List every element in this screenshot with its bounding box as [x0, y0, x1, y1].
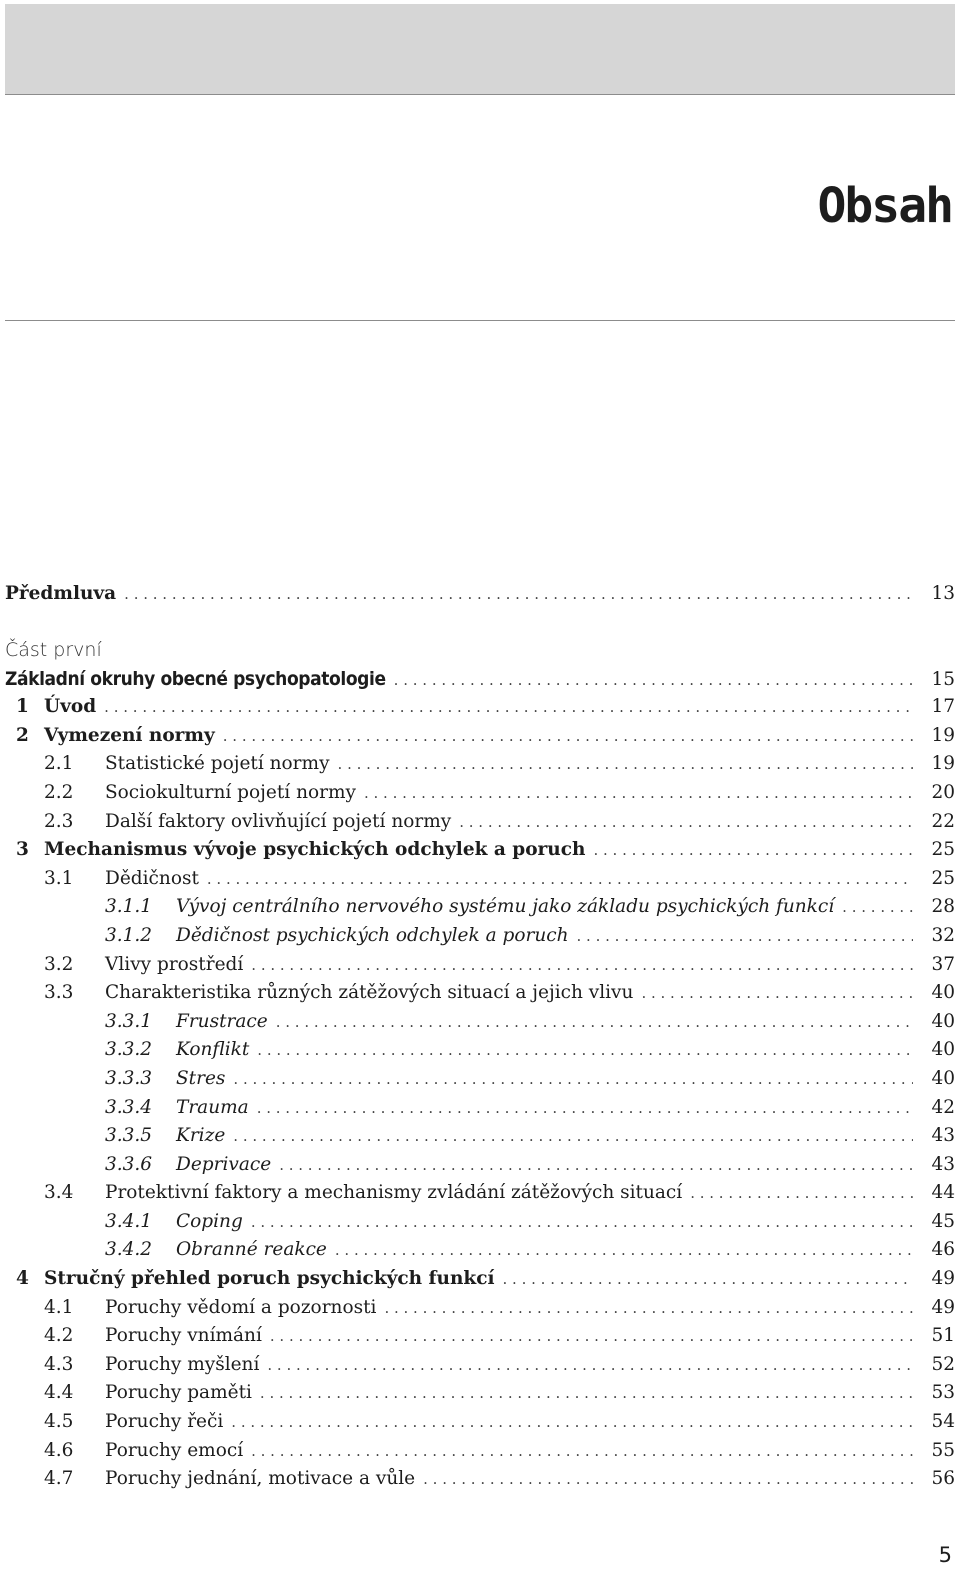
toc-entry-part-title[interactable]	[5, 665, 955, 694]
toc-entry[interactable]	[5, 1294, 955, 1323]
toc-entry-number: 3.3.4	[105, 1096, 153, 1118]
dot-leader	[223, 722, 913, 751]
toc-page-number: 51	[931, 1325, 955, 1347]
toc-entry-label: Charakteristika různých zátěžových situací a jejich vlivu	[105, 982, 634, 1004]
toc-entry-number: 3.3.5	[105, 1125, 153, 1147]
toc-entry[interactable]	[5, 1122, 955, 1151]
toc-entry-label: Sociokulturní pojetí normy	[105, 781, 356, 803]
toc-entry-label: Krize	[176, 1125, 226, 1147]
toc-page-number: 40	[931, 1039, 955, 1061]
toc-entry-number: 4.7	[44, 1468, 74, 1490]
dot-leader	[842, 893, 913, 922]
toc-entry-label: Předmluva	[5, 583, 117, 604]
toc-page-number: 37	[931, 953, 955, 975]
toc-entry[interactable]	[5, 750, 955, 779]
toc-page-number: 52	[931, 1353, 955, 1375]
toc-entry-number: 2.1	[44, 753, 74, 775]
toc-entry-number: 3.3.3	[105, 1067, 153, 1089]
toc-entry[interactable]	[5, 1208, 955, 1237]
dot-leader	[338, 750, 913, 779]
toc-entry-label: Mechanismus vývoje psychických odchylek a poruch	[44, 839, 586, 861]
toc-entry-label: Poruchy emocí	[105, 1439, 244, 1461]
toc-entry[interactable]	[5, 1008, 955, 1037]
toc-page-number: 25	[931, 839, 955, 861]
toc-page-number: 40	[931, 1067, 955, 1089]
part-label: Část první	[5, 638, 102, 661]
toc-page-number: 15	[931, 668, 955, 690]
toc-entry-preface[interactable]	[5, 580, 955, 609]
page-number: 5	[938, 1543, 952, 1567]
toc-entry-label: Poruchy vnímání	[105, 1325, 262, 1347]
dot-leader	[251, 951, 913, 980]
dot-leader	[593, 836, 913, 865]
toc-entry-label: Úvod	[44, 696, 97, 718]
toc-entry-number: 2.2	[44, 781, 74, 803]
toc-entry-label: Coping	[176, 1210, 243, 1232]
toc-entry[interactable]	[5, 1094, 955, 1123]
toc-entry-number: 3.4.1	[105, 1210, 153, 1232]
toc-entry-number: 2	[16, 724, 29, 746]
dot-leader	[459, 808, 913, 837]
dot-leader	[251, 1208, 913, 1237]
toc-entry[interactable]	[5, 1265, 955, 1294]
dot-leader	[279, 1151, 913, 1180]
dot-leader	[690, 1179, 913, 1208]
toc-entry-label: Vlivy prostředí	[105, 953, 244, 975]
toc-page-number: 49	[931, 1268, 955, 1290]
toc-entry-number: 3.3	[44, 982, 74, 1004]
toc-page-number: 53	[931, 1382, 955, 1404]
toc-entry-number: 3.3.2	[105, 1039, 153, 1061]
table-of-contents	[5, 580, 955, 1494]
toc-entry-number: 3.4.2	[105, 1239, 153, 1261]
toc-page-number: 32	[931, 924, 955, 946]
toc-entry[interactable]	[5, 893, 955, 922]
toc-page-number: 28	[931, 896, 955, 918]
toc-entry-number: 4.1	[44, 1296, 74, 1318]
title-divider	[5, 320, 955, 321]
toc-entry-number: 4.3	[44, 1353, 74, 1375]
toc-page-number: 46	[931, 1239, 955, 1261]
toc-entry-label: Vývoj centrálního nervového systému jako základu psychických funkcí	[176, 896, 835, 918]
dot-leader	[335, 1236, 913, 1265]
dot-leader	[231, 1408, 913, 1437]
toc-entry[interactable]	[5, 722, 955, 751]
dot-leader	[384, 1294, 913, 1323]
toc-page-number: 40	[931, 982, 955, 1004]
toc-entry-number: 4.6	[44, 1439, 74, 1461]
toc-page-number: 54	[931, 1411, 955, 1433]
toc-entry-label: Konflikt	[176, 1039, 250, 1061]
toc-entry-number: 4.4	[44, 1382, 74, 1404]
dot-leader	[104, 693, 913, 722]
toc-entry-number: 3.1	[44, 867, 74, 889]
toc-entry-number: 1	[16, 696, 29, 718]
dot-leader	[251, 1437, 913, 1466]
toc-entry[interactable]	[5, 836, 955, 865]
toc-entry-label: Protektivní faktory a mechanismy zvládání zátěžových situací	[105, 1182, 683, 1204]
toc-entry[interactable]	[5, 779, 955, 808]
toc-entry[interactable]	[5, 1408, 955, 1437]
toc-entry-number: 4.2	[44, 1325, 74, 1347]
dot-leader	[276, 1008, 913, 1037]
toc-entry-label: Frustrace	[176, 1010, 268, 1032]
toc-page-number: 17	[931, 696, 955, 718]
toc-entry-label: Další faktory ovlivňující pojetí normy	[105, 810, 452, 832]
toc-entry-number: 2.3	[44, 810, 74, 832]
toc-entry[interactable]	[5, 1351, 955, 1380]
dot-leader	[257, 1094, 913, 1123]
toc-entry-label: Poruchy vědomí a pozornosti	[105, 1296, 377, 1318]
dot-leader	[270, 1322, 913, 1351]
toc-entry[interactable]	[5, 1322, 955, 1351]
toc-entry[interactable]	[5, 922, 955, 951]
toc-entry[interactable]	[5, 693, 955, 722]
toc-page-number: 55	[931, 1439, 955, 1461]
toc-entry-label: Poruchy jednání, motivace a vůle	[105, 1468, 416, 1490]
toc-page-number: 43	[931, 1153, 955, 1175]
toc-page-number: 44	[931, 1182, 955, 1204]
dot-leader	[124, 580, 913, 609]
toc-entry-label: Dědičnost	[105, 867, 199, 889]
toc-page-number: 22	[931, 810, 955, 832]
dot-leader	[364, 779, 913, 808]
toc-entry-number: 3.3.6	[105, 1153, 153, 1175]
toc-entry[interactable]	[5, 1236, 955, 1265]
toc-entry[interactable]	[5, 1036, 955, 1065]
part-title: Základní okruhy obecné psychopatologie	[5, 667, 386, 690]
toc-entry-label: Stres	[176, 1067, 226, 1089]
toc-page-number: 25	[931, 867, 955, 889]
dot-leader	[267, 1351, 913, 1380]
toc-page-number: 45	[931, 1210, 955, 1232]
toc-entry[interactable]	[5, 1179, 955, 1208]
dot-leader	[233, 1122, 913, 1151]
toc-entry-label: Poruchy řeči	[105, 1411, 224, 1433]
toc-entry-number: 3.3.1	[105, 1010, 153, 1032]
toc-entry[interactable]	[5, 951, 955, 980]
toc-page-number: 19	[931, 724, 955, 746]
toc-entry-label: Statistické pojetí normy	[105, 753, 330, 775]
toc-page-number: 56	[931, 1468, 955, 1490]
dot-leader	[423, 1465, 913, 1494]
toc-entry-label: Deprivace	[176, 1153, 272, 1175]
toc-page-number: 40	[931, 1010, 955, 1032]
toc-entry-label: Dědičnost psychických odchylek a poruch	[176, 924, 569, 946]
dot-leader	[394, 666, 913, 695]
toc-page-number: 42	[931, 1096, 955, 1118]
toc-entry-label: Stručný přehled poruch psychických funkcí	[44, 1268, 495, 1290]
toc-entry[interactable]	[5, 1065, 955, 1094]
toc-entry-label: Obranné reakce	[176, 1239, 327, 1261]
toc-entry-number: 3.1.2	[105, 924, 153, 946]
toc-entry-number: 3.4	[44, 1182, 74, 1204]
toc-entry[interactable]	[5, 979, 955, 1008]
toc-entry[interactable]	[5, 808, 955, 837]
toc-entry-list	[5, 693, 955, 1494]
dot-leader	[257, 1036, 913, 1065]
toc-entry[interactable]	[5, 865, 955, 894]
header-bar	[5, 4, 955, 95]
dot-leader	[503, 1265, 913, 1294]
toc-page-number: 19	[931, 753, 955, 775]
toc-page-number: 13	[931, 583, 955, 604]
toc-entry[interactable]	[5, 1437, 955, 1466]
dot-leader	[233, 1065, 913, 1094]
dot-leader	[577, 922, 913, 951]
dot-leader	[260, 1379, 913, 1408]
toc-entry-number: 4	[16, 1268, 29, 1290]
toc-entry[interactable]	[5, 1465, 955, 1494]
toc-page-number: 20	[931, 781, 955, 803]
toc-entry-number: 3.2	[44, 953, 74, 975]
toc-entry[interactable]	[5, 1151, 955, 1180]
toc-entry-number: 3.1.1	[105, 896, 153, 918]
dot-leader	[207, 865, 913, 894]
toc-entry[interactable]	[5, 1379, 955, 1408]
page-title: Obsah	[817, 178, 952, 234]
toc-page-number: 49	[931, 1296, 955, 1318]
dot-leader	[641, 979, 913, 1008]
toc-entry-label: Trauma	[176, 1096, 249, 1118]
toc-page-number: 43	[931, 1125, 955, 1147]
toc-entry-number: 4.5	[44, 1411, 74, 1433]
toc-entry-number: 3	[16, 839, 29, 861]
toc-entry-label: Vymezení normy	[44, 724, 215, 746]
toc-entry-label: Poruchy paměti	[105, 1382, 252, 1404]
toc-entry-label: Poruchy myšlení	[105, 1353, 260, 1375]
